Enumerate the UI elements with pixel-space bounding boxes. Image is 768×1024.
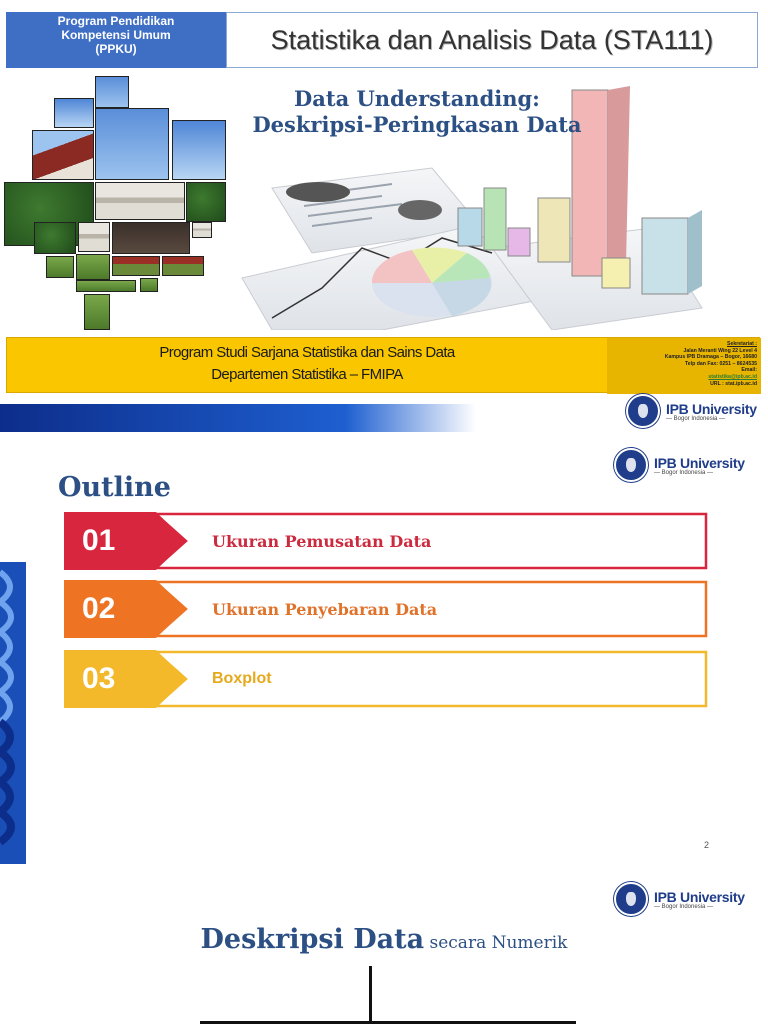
outline-number-1: 01 [82,524,116,557]
logo-name: IPB University [654,888,745,905]
topic-line-1: Data Understanding: [294,86,540,111]
logo-subtitle: — Bogor Indonesia — [666,415,726,422]
topic-line-2: Deskripsi-Peringkasan Data [252,112,582,137]
course-title-box [226,12,758,68]
outline-label-3: Boxplot [212,670,272,687]
ipb-seal-icon [614,448,648,482]
outline-number-2: 02 [82,592,116,625]
department-name: Departemen Statistika – FMIPA [211,366,403,383]
secretariat-email-row [607,367,757,380]
wave-decoration [0,562,26,864]
mosaic-tile [76,280,136,292]
campus-photo-mosaic [0,72,230,332]
ipb-logo-slide3 [614,882,745,916]
ppku-line-2: Kompetensi Umum [61,28,171,42]
department-text [7,338,607,394]
outline-item-2 [64,580,708,638]
outline-title: Outline [58,472,171,503]
slide3-title [0,924,768,955]
mosaic-tile [186,182,226,222]
mosaic-tile [95,182,185,220]
secretariat-address-1: Jalan Meranti Wing 22 Level 4 [683,347,757,354]
mosaic-tile [78,222,110,252]
slide3-title-sub: secara Numerik [424,933,568,953]
description-slide [0,864,768,1024]
course-title: Statistika dan Analisis Data (STA111) [270,24,714,55]
ipb-logo-slide2 [614,448,745,482]
outline-slide [0,432,768,864]
page-number: 2 [704,840,710,850]
mosaic-tile [34,222,76,254]
title-slide [0,0,768,432]
mosaic-tile [95,108,169,180]
slide3-title-main: Deskripsi Data [200,924,425,955]
ipb-seal-icon [614,882,648,916]
secretariat-heading: Sekretariat : [727,341,757,347]
ipb-seal-icon [626,394,660,428]
secretariat-url[interactable]: URL : stat.ipb.ac.id [710,380,757,387]
secretariat-phone: Telp dan Fax: 0251 – 8624535 [685,360,757,367]
department-bar [6,337,760,393]
logo-subtitle: — Bogor Indonesia — [654,903,714,910]
mosaic-tile [172,120,226,180]
topic-title [236,86,598,138]
ppku-line-1: Program Pendidikan [57,14,175,28]
logo-subtitle: — Bogor Indonesia — [654,469,714,476]
outline-label-2: Ukuran Penyebaran Data [212,599,438,619]
mosaic-tile [140,278,158,292]
mosaic-tile [112,256,160,276]
mosaic-tile [192,222,212,238]
mosaic-tile [46,256,74,278]
tree-vertical-line [369,966,372,1024]
secretariat-address-2: Kampus IPB Dramaga – Bogor, 16680 [664,354,757,361]
secretariat-email-link[interactable]: statistika@ipb.ac.id [708,373,757,380]
outline-number-3: 03 [82,662,116,695]
ppku-line-3: (PPKU) [95,42,137,56]
study-program: Program Studi Sarjana Statistika dan Sains Data [159,344,455,361]
logo-name: IPB University [666,400,757,417]
ipb-logo-slide1 [626,394,757,428]
outline-label-1: Ukuran Pemusatan Data [212,531,432,551]
mosaic-tile [112,222,190,254]
mosaic-tile [54,98,94,128]
logo-name: IPB University [654,454,745,471]
ppku-box [6,12,226,68]
mosaic-tile [84,294,110,330]
outline-item-3 [64,650,708,708]
secretariat-info [607,338,761,394]
mosaic-tile [32,130,94,180]
mosaic-tile [76,254,110,280]
mosaic-tile [162,256,204,276]
outline-item-1 [64,512,708,570]
mosaic-tile [95,76,129,108]
secretariat-email-label: Email: [741,367,757,374]
